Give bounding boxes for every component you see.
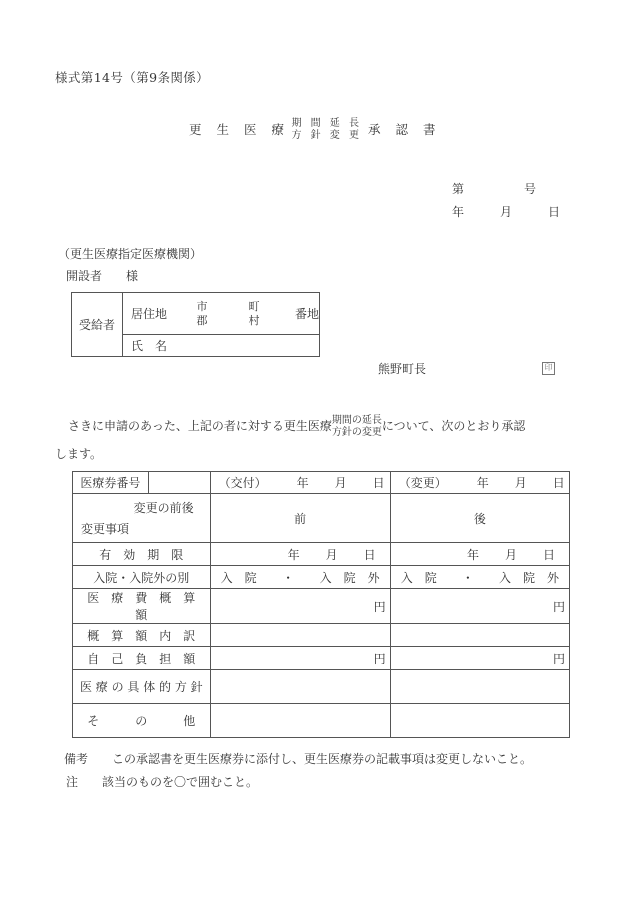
title-suffix: 承 認 書	[368, 122, 441, 137]
estimated-cost-after[interactable]: 円	[390, 589, 569, 624]
town-village-stack	[243, 300, 265, 328]
title-alternatives	[289, 118, 364, 142]
validity-period-after[interactable]	[390, 543, 569, 566]
table-row-estimated-cost	[73, 589, 570, 624]
validity-after-year: 年	[466, 547, 479, 562]
issue-year: 年	[296, 476, 309, 490]
other-label: そ の 他	[73, 704, 211, 738]
table-row-medical-policy	[73, 670, 570, 704]
ticket-number-label: 医療券番号	[73, 472, 149, 494]
address-label: 居住地	[131, 307, 168, 321]
title-prefix: 更 生 医 療	[189, 122, 290, 137]
table-row-validity-period	[73, 543, 570, 566]
validity-after-day: 日	[542, 547, 555, 562]
inpatient-type-label: 入院・入院外の別	[73, 566, 211, 589]
other-before[interactable]	[210, 704, 390, 738]
inpatient-type-before[interactable]	[210, 566, 390, 589]
inpatient-after-separator: ・	[461, 570, 474, 585]
recipient-label: 受給者	[72, 293, 123, 357]
estimated-cost-label: 医 療 費 概 算 額	[73, 589, 211, 624]
document-title	[0, 118, 630, 142]
inpatient-before-option2[interactable]: 入 院 外	[319, 570, 380, 585]
table-row-ticket-number	[73, 472, 570, 494]
validity-before-year: 年	[287, 547, 300, 562]
recipient-address-cell	[123, 293, 320, 335]
self-payment-label: 自 己 負 担 額	[73, 647, 211, 670]
change-day: 日	[552, 476, 565, 490]
other-after[interactable]	[390, 704, 569, 738]
form-number: 様式第14号（第9条関係）	[55, 70, 210, 85]
medical-policy-label: 医 療 の 具 体 的 方 針	[73, 670, 211, 704]
issue-day: 日	[372, 476, 385, 490]
inpatient-type-after[interactable]	[390, 566, 569, 589]
ticket-number-value[interactable]	[148, 472, 210, 494]
inpatient-before-separator: ・	[282, 570, 295, 585]
town-option: 町	[248, 299, 260, 313]
banchi-label: 番地	[295, 307, 320, 321]
table-row-self-payment	[73, 647, 570, 670]
cost-breakdown-before[interactable]	[210, 624, 390, 647]
cost-breakdown-after[interactable]	[390, 624, 569, 647]
table-row	[72, 293, 320, 335]
diagonal-header-cell	[73, 494, 211, 543]
self-payment-after[interactable]: 円	[390, 647, 569, 670]
paragraph-text-part3: します。	[55, 447, 103, 461]
document-meta	[452, 178, 560, 224]
column-header-after: 後	[390, 494, 569, 543]
validity-before-month: 月	[325, 547, 338, 562]
body-paragraph	[55, 412, 585, 468]
paragraph-alternative-extension: 期間の延長	[331, 414, 382, 426]
institution-block	[58, 243, 202, 287]
county-option: 郡	[196, 313, 208, 327]
ticket-issue-date-cell[interactable]	[210, 472, 390, 494]
inpatient-after-option2[interactable]: 入 院 外	[498, 570, 559, 585]
main-approval-table	[72, 471, 570, 738]
paragraph-alternative-policy: 方針の変更	[331, 426, 382, 438]
table-row-header	[73, 494, 570, 543]
paragraph-text-part2: について、次のとおり承認	[381, 419, 526, 433]
estimated-cost-before[interactable]: 円	[210, 589, 390, 624]
city-county-stack	[191, 300, 213, 328]
mayor-title: 熊野町長	[378, 362, 427, 376]
paragraph-alternatives	[332, 415, 382, 439]
change-year: 年	[476, 476, 489, 490]
institution-founder-line: 開設者 様	[66, 269, 139, 283]
recipient-name-cell: 氏 名	[123, 335, 320, 357]
table-row-inpatient-type	[73, 566, 570, 589]
inpatient-after-option1[interactable]: 入 院	[400, 570, 437, 585]
table-row-other	[73, 704, 570, 738]
validity-after-month: 月	[504, 547, 517, 562]
paragraph-text-part1: さきに申請のあった、上記の者に対する更生医療	[68, 419, 332, 433]
institution-heading: （更生医療指定医療機関）	[58, 247, 203, 261]
city-option: 市	[196, 299, 208, 313]
issue-month: 月	[334, 476, 347, 490]
mayor-signature-line	[378, 360, 555, 377]
note-line: 注 該当のものを〇で囲むこと。	[66, 775, 259, 789]
diagonal-header-top: 変更の前後	[133, 501, 194, 515]
change-month: 月	[514, 476, 527, 490]
document-date-line: 年 月 日	[452, 205, 561, 219]
validity-period-before[interactable]	[210, 543, 390, 566]
table-row-cost-breakdown	[73, 624, 570, 647]
title-alternative-policy-change: 方 針 変 更	[291, 130, 362, 141]
cost-breakdown-label: 概 算 額 内 訳	[73, 624, 211, 647]
ticket-change-date-cell[interactable]	[390, 472, 569, 494]
recipient-table	[71, 292, 320, 357]
village-option: 村	[248, 313, 260, 327]
remark-line: 備考 この承認書を更生医療券に添付し、更生医療券の記載事項は変更しないこと。	[64, 752, 533, 766]
column-header-before: 前	[210, 494, 390, 543]
inpatient-before-option1[interactable]: 入 院	[220, 570, 257, 585]
document-number-line: 第 号	[452, 182, 537, 196]
medical-policy-after[interactable]	[390, 670, 569, 704]
title-alternative-extension: 期 間 延 長	[291, 118, 362, 129]
diagonal-header-bottom: 変更事項	[81, 522, 130, 536]
change-paren: （変更）	[398, 476, 447, 490]
issue-paren: （交付）	[218, 476, 267, 490]
self-payment-before[interactable]: 円	[210, 647, 390, 670]
footer-notes	[64, 748, 532, 794]
validity-before-day: 日	[363, 547, 376, 562]
medical-policy-before[interactable]	[210, 670, 390, 704]
validity-period-label: 有 効 期 限	[73, 543, 211, 566]
seal-icon: 印	[542, 362, 555, 375]
